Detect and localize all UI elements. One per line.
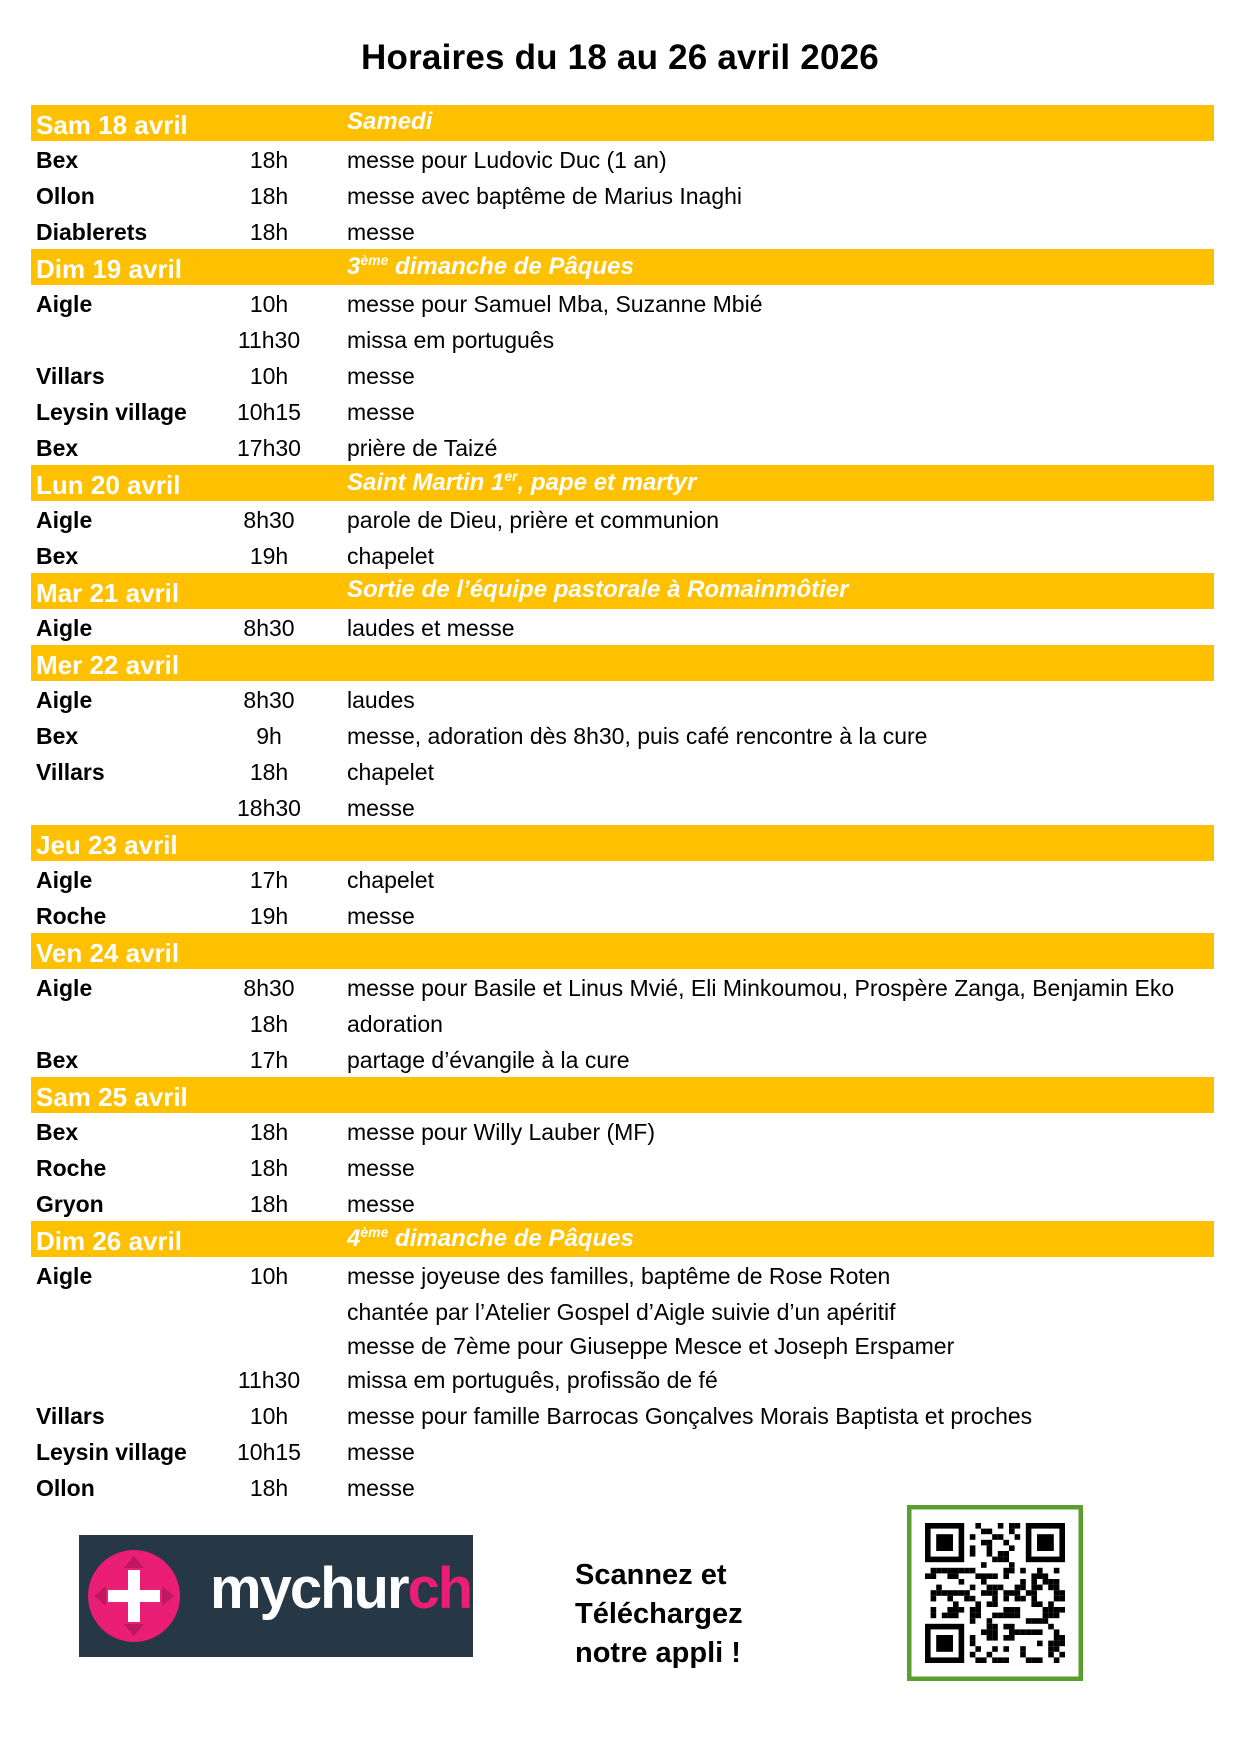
place-label: Ollon bbox=[36, 1475, 95, 1501]
service-description: messe de 7ème pour Giuseppe Mesce et Joseph Erspamer bbox=[347, 1333, 955, 1359]
schedule-row bbox=[31, 1293, 1214, 1327]
place-label: Bex bbox=[36, 723, 79, 749]
service-description: messe pour Willy Lauber (MF) bbox=[347, 1119, 656, 1145]
scan-line-3: notre appli ! bbox=[575, 1637, 741, 1669]
schedule-row bbox=[31, 1185, 1214, 1221]
feast-label: Sortie de l’équipe pastorale à Romainmôtier bbox=[347, 576, 849, 603]
time-label: 8h30 bbox=[243, 975, 295, 1001]
place-label: Aigle bbox=[36, 975, 93, 1001]
time-label: 18h bbox=[249, 1191, 289, 1217]
time-label: 17h30 bbox=[237, 435, 301, 461]
logo-text bbox=[210, 1555, 471, 1622]
schedule-row bbox=[31, 1149, 1214, 1185]
place-label: Leysin village bbox=[36, 1439, 187, 1465]
feast-superscript: ème bbox=[360, 252, 389, 268]
feast-text: 4 bbox=[347, 1225, 361, 1252]
place-label: Villars bbox=[36, 363, 105, 389]
service-description: messe pour Basile et Linus Mvié, Eli Minkoumou, Prospère Zanga, Benjamin Eko bbox=[347, 975, 1175, 1001]
time-label: 18h bbox=[249, 219, 289, 245]
day-label: Sam 25 avril bbox=[36, 1082, 188, 1112]
feast-text-rest: dimanche de Pâques bbox=[388, 253, 634, 280]
time-label: 18h bbox=[249, 1155, 289, 1181]
day-header bbox=[31, 105, 1214, 141]
place-label: Villars bbox=[36, 759, 105, 785]
service-description: chapelet bbox=[347, 867, 434, 893]
service-description: messe bbox=[347, 363, 415, 389]
place-label: Aigle bbox=[36, 291, 93, 317]
feast-text-rest: , pape et martyr bbox=[517, 469, 697, 496]
place-label: Aigle bbox=[36, 687, 93, 713]
logo-text-main: mychur bbox=[210, 1556, 408, 1621]
schedule-row bbox=[31, 1469, 1214, 1505]
day-label: Ven 24 avril bbox=[36, 938, 180, 968]
schedule-row bbox=[31, 969, 1214, 1005]
day-header bbox=[31, 933, 1214, 969]
feast-superscript: ème bbox=[360, 1224, 389, 1240]
day-label: Lun 20 avril bbox=[36, 470, 181, 500]
time-label: 17h bbox=[249, 1047, 289, 1073]
time-label: 8h30 bbox=[243, 507, 295, 533]
schedule-row bbox=[31, 1397, 1214, 1433]
place-label: Aigle bbox=[36, 615, 93, 641]
time-label: 10h bbox=[249, 1263, 289, 1289]
time-label: 10h15 bbox=[237, 399, 301, 425]
time-label: 18h bbox=[249, 759, 289, 785]
service-description: chapelet bbox=[347, 759, 434, 785]
service-description: missa em português bbox=[347, 327, 555, 353]
place-label: Aigle bbox=[36, 507, 93, 533]
schedule-row bbox=[31, 861, 1214, 897]
time-label: 10h15 bbox=[237, 1439, 301, 1465]
time-label: 8h30 bbox=[243, 687, 295, 713]
schedule-row bbox=[31, 213, 1214, 249]
schedule-row bbox=[31, 1361, 1214, 1397]
time-label: 18h bbox=[249, 147, 289, 173]
service-description: adoration bbox=[347, 1011, 443, 1037]
place-label: Aigle bbox=[36, 867, 93, 893]
service-description: messe bbox=[347, 1155, 415, 1181]
feast-label: Samedi bbox=[347, 108, 433, 135]
time-label: 10h bbox=[249, 1403, 289, 1429]
time-label: 18h bbox=[249, 1475, 289, 1501]
service-description: parole de Dieu, prière et communion bbox=[347, 507, 720, 533]
schedule-row bbox=[31, 141, 1214, 177]
day-header bbox=[31, 1221, 1214, 1257]
service-description: messe avec baptême de Marius Inaghi bbox=[347, 183, 743, 209]
time-label: 17h bbox=[249, 867, 289, 893]
service-description: laudes et messe bbox=[347, 615, 515, 641]
time-label: 9h bbox=[256, 723, 282, 749]
schedule-row bbox=[31, 1433, 1214, 1469]
schedule-row bbox=[31, 897, 1214, 933]
qr-code-icon[interactable] bbox=[907, 1505, 1083, 1681]
place-label: Roche bbox=[36, 1155, 107, 1181]
day-header bbox=[31, 573, 1214, 609]
schedule-row bbox=[31, 393, 1214, 429]
time-label: 18h bbox=[249, 1011, 289, 1037]
day-label: Dim 19 avril bbox=[36, 254, 182, 284]
day-label: Sam 18 avril bbox=[36, 110, 188, 140]
place-label: Aigle bbox=[36, 1263, 93, 1289]
place-label: Bex bbox=[36, 1119, 79, 1145]
scan-line-2: Téléchargez bbox=[575, 1598, 743, 1630]
schedule-row bbox=[31, 537, 1214, 573]
place-label: Bex bbox=[36, 147, 79, 173]
place-label: Diablerets bbox=[36, 219, 148, 245]
place-label: Bex bbox=[36, 543, 79, 569]
schedule-row bbox=[31, 753, 1214, 789]
place-label: Bex bbox=[36, 435, 79, 461]
schedule-row bbox=[31, 285, 1214, 321]
schedule-row bbox=[31, 1257, 1214, 1293]
schedule-row bbox=[31, 1005, 1214, 1041]
service-description: messe bbox=[347, 795, 415, 821]
time-label: 18h30 bbox=[237, 795, 301, 821]
time-label: 10h bbox=[249, 291, 289, 317]
schedule-row bbox=[31, 1113, 1214, 1149]
time-label: 19h bbox=[249, 543, 289, 569]
schedule-row bbox=[31, 357, 1214, 393]
feast-text-rest: dimanche de Pâques bbox=[388, 1225, 634, 1252]
service-description: chantée par l’Atelier Gospel d’Aigle suivie d’un apéritif bbox=[347, 1299, 896, 1325]
schedule-row bbox=[31, 1041, 1214, 1077]
feast-label bbox=[347, 252, 634, 281]
day-label: Mer 22 avril bbox=[36, 650, 180, 680]
page-title: Horaires du 18 au 26 avril 2026 bbox=[361, 38, 879, 77]
day-header bbox=[31, 465, 1214, 501]
day-label: Dim 26 avril bbox=[36, 1226, 182, 1256]
place-label: Bex bbox=[36, 1047, 79, 1073]
schedule-row bbox=[31, 429, 1214, 465]
time-label: 11h30 bbox=[237, 327, 301, 353]
service-description: messe bbox=[347, 219, 415, 245]
place-label: Roche bbox=[36, 903, 107, 929]
schedule-row bbox=[31, 1327, 1214, 1361]
plus-cross-icon bbox=[86, 1548, 182, 1644]
time-label: 11h30 bbox=[237, 1367, 301, 1393]
schedule-row bbox=[31, 501, 1214, 537]
time-label: 18h bbox=[249, 183, 289, 209]
time-label: 8h30 bbox=[243, 615, 295, 641]
day-label: Mar 21 avril bbox=[36, 578, 180, 608]
scan-line-1: Scannez et bbox=[575, 1559, 727, 1591]
feast-label bbox=[347, 1224, 634, 1253]
schedule-row bbox=[31, 609, 1214, 645]
service-description: prière de Taizé bbox=[347, 435, 498, 461]
schedule-row bbox=[31, 717, 1214, 753]
time-label: 19h bbox=[249, 903, 289, 929]
schedule-row bbox=[31, 177, 1214, 213]
feast-text: Saint Martin 1 bbox=[347, 469, 505, 496]
service-description: missa em português, profissão de fé bbox=[347, 1367, 718, 1393]
service-description: messe bbox=[347, 1475, 415, 1501]
day-label: Jeu 23 avril bbox=[36, 830, 178, 860]
service-description: messe pour Samuel Mba, Suzanne Mbié bbox=[347, 291, 763, 317]
time-label: 18h bbox=[249, 1119, 289, 1145]
place-label: Ollon bbox=[36, 183, 95, 209]
schedule-row bbox=[31, 681, 1214, 717]
place-label: Villars bbox=[36, 1403, 105, 1429]
service-description: messe joyeuse des familles, baptême de Rose Roten bbox=[347, 1263, 891, 1289]
feast-superscript: er bbox=[504, 468, 518, 484]
mychurch-logo bbox=[79, 1535, 473, 1657]
service-description: messe bbox=[347, 1191, 415, 1217]
day-header bbox=[31, 249, 1214, 285]
feast-text: 3 bbox=[347, 253, 361, 280]
schedule-row bbox=[31, 321, 1214, 357]
service-description: messe pour famille Barrocas Gonçalves Morais Baptista et proches bbox=[347, 1403, 1033, 1429]
service-description: messe bbox=[347, 1439, 415, 1465]
service-description: messe pour Ludovic Duc (1 an) bbox=[347, 147, 667, 173]
schedule bbox=[31, 105, 1214, 1505]
day-header bbox=[31, 825, 1214, 861]
feast-label bbox=[347, 468, 696, 497]
time-label: 10h bbox=[249, 363, 289, 389]
place-label: Leysin village bbox=[36, 399, 187, 425]
service-description: messe bbox=[347, 903, 415, 929]
service-description: chapelet bbox=[347, 543, 434, 569]
service-description: laudes bbox=[347, 687, 415, 713]
day-header bbox=[31, 1077, 1214, 1113]
scan-app-text bbox=[575, 1556, 743, 1673]
schedule-row bbox=[31, 789, 1214, 825]
place-label: Gryon bbox=[36, 1191, 104, 1217]
logo-text-accent: ch bbox=[407, 1556, 472, 1621]
day-header bbox=[31, 645, 1214, 681]
service-description: messe, adoration dès 8h30, puis café rencontre à la cure bbox=[347, 723, 928, 749]
service-description: partage d’évangile à la cure bbox=[347, 1047, 630, 1073]
service-description: messe bbox=[347, 399, 415, 425]
